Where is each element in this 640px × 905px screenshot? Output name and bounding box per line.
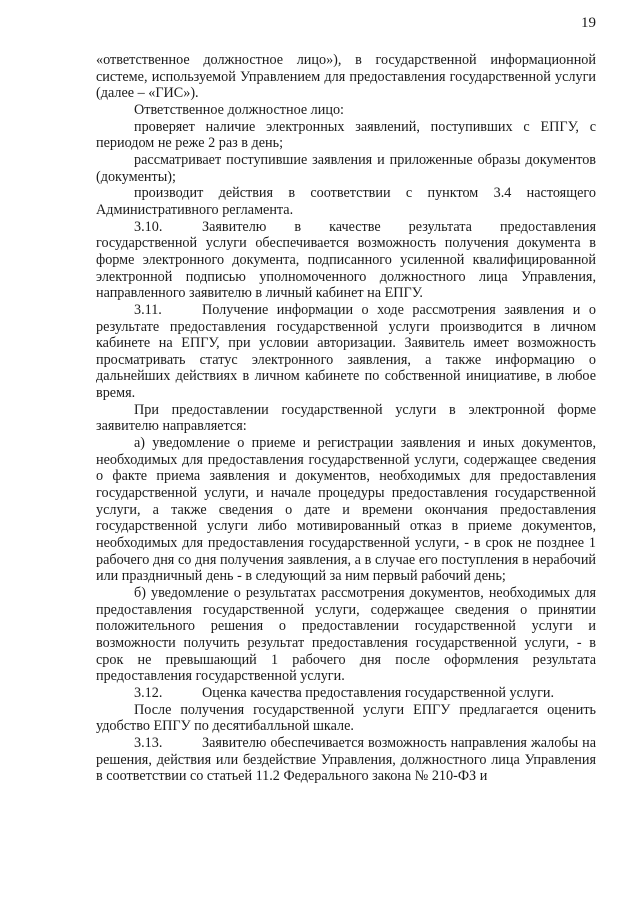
clause-number: 3.10. [134,218,163,235]
numbered-paragraph: 3.13. Заявителю обеспечивается возможность направления жалобы на решения, действия или бездействие Управления, должностного лица Управления в соответствии со статьей 11.2 Федерального закона № 210-ФЗ и [96,734,596,785]
paragraph: проверяет наличие электронных заявлений, поступивших с ЕПГУ, с периодом не реже 2 раз в день; [96,118,596,152]
document-body [96,52,596,785]
numbered-paragraph: 3.11. Получение информации о ходе рассмотрения заявления и о результате предоставления государственной услуги производится в личном кабинете на ЕПГУ, при условии авторизации. Заявитель имеет возможность просматривать статус электронного заявления, а также информацию о дальнейших действиях в личном кабинете по собственной инициативе, в любое время. [96,301,596,402]
paragraph: производит действия в соответствии с пунктом 3.4 настоящего Административного регламента. [96,185,596,218]
paragraph: «ответственное должностное лицо»), в государственной информационной системе, используемой Управлением для предоставления государственной услуги (далее – «ГИС»). [96,52,596,102]
clause-number: 3.12. [134,684,163,701]
numbered-paragraph: 3.12. Оценка качества предоставления государственной услуги. [134,684,555,701]
numbered-paragraph: 3.10. Заявителю в качестве результата предоставления государственной услуги обеспечивается возможность получения документа в форме электронного документа, подписанного усиленной квалифицированной электронной подписью уполномоченного должностного лица Управления, направленного заявителю в личный кабинет на ЕПГУ. [96,218,596,302]
list-item: б) уведомление о результатах рассмотрения документов, необходимых для предоставления государственной услуги, содержащее сведения о принятии положительного решения о предоставлении государственной услуги и возможности получить результат предоставления государственной услуги, - в срок не превышающий 1 рабочего дня после оформления результата предоставления государственной услуги. [96,585,596,685]
paragraph: При предоставлении государственной услуги в электронной форме заявителю направляется: [96,401,596,435]
paragraph: рассматривает поступившие заявления и приложенные образы документов (документы); [96,151,596,185]
clause-number: 3.13. [134,734,163,751]
clause-number: 3.11. [134,301,162,318]
page-number: 19 [581,15,596,31]
list-item: а) уведомление о приеме и регистрации заявления и иных документов, необходимых для предоставления государственной услуги, содержащее сведения о факте приема заявления и документов, необходимых для предоставления государственной услуги, и начале процедуры предоставления государственной услуги, а также сведения о дате и времени окончания предоставления государственной услуги либо мотивированный отказ в приеме документов, необходимых для предоставления государственной услуги, - в срок не позднее 1 рабочего дня со дня получения заявления, а в случае его поступления в нерабочий или праздничный день - в следующий за ним первый рабочий день; [96,435,596,585]
paragraph: После получения государственной услуги ЕПГУ предлагается оценить удобство ЕПГУ по десятибалльной шкале. [96,701,596,735]
paragraph: Ответственное должностное лицо: [134,101,344,118]
